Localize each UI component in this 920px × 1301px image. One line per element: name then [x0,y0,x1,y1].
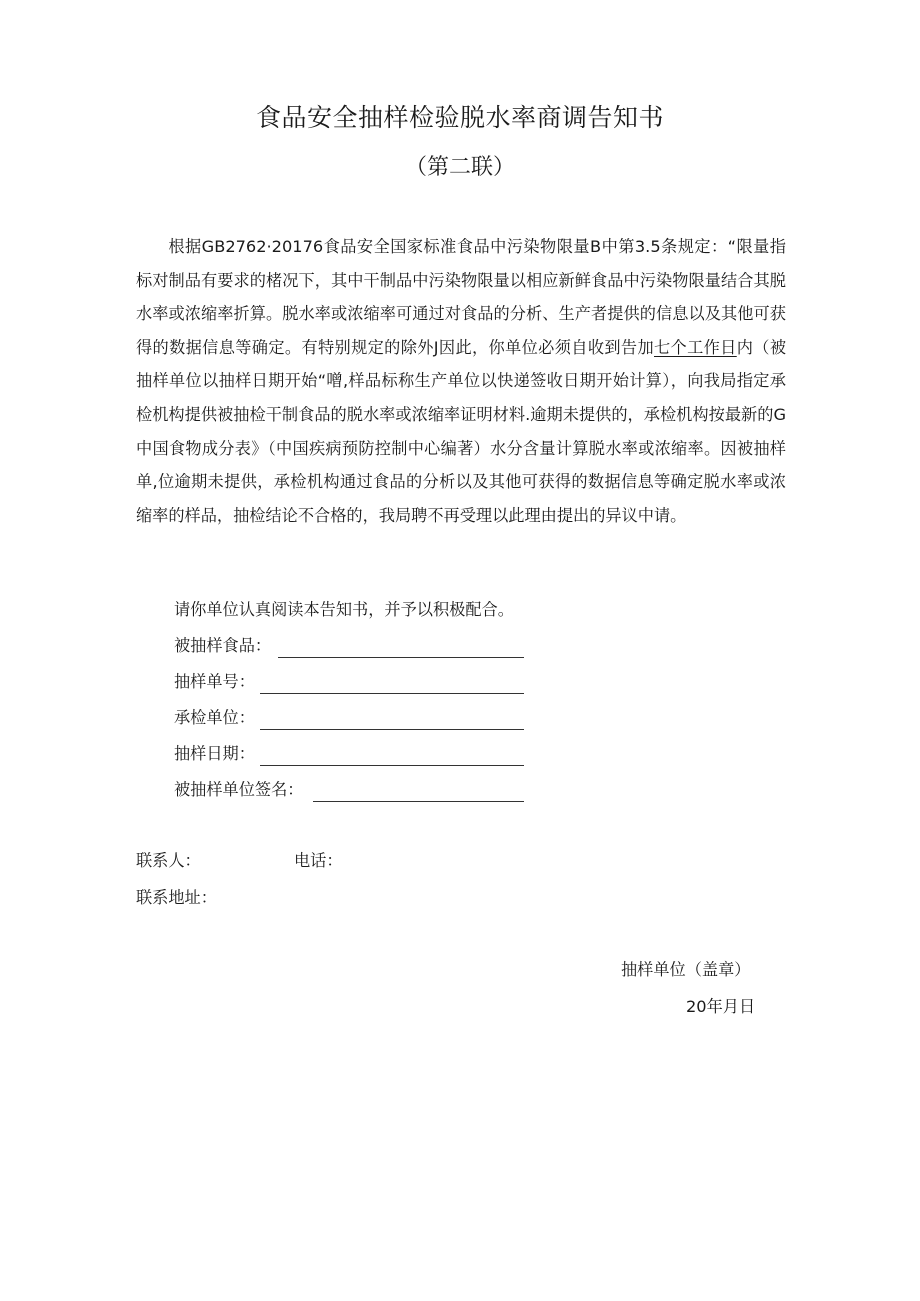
fill-in-line [260,765,524,766]
field-signature [174,775,304,805]
document-subtitle: （第二联） [404,155,515,180]
contact-address: 联系地址： [136,888,217,907]
field-sample-number [174,667,255,697]
field-label: 抽样单号： [174,672,255,691]
notice-body-part1: 根据GB2762·20176食品安全国家标准食品中污染物限量B中第3.5条规定：“限量指标对制品有要求的楮况下，其中干制品中污染物限量以相应新鲜食品中污染物限量结合其脱水率或浓缩率折算。脱水率或浓缩率可通过对食品的分析、生产者提供的信息以及其他可获得的数据信息等确定。有特别规定的除外J因此，你单位必须自收到告加 [136,237,786,357]
fill-in-line [313,801,524,802]
field-sampled-food [174,631,271,661]
field-inspection-unit [174,703,255,733]
cooperation-request: 请你单位认真阅读本告知书，并予以积极配合。 [174,600,514,619]
document-title: 食品安全抽样检验脱水率商调告知书 [255,103,664,132]
notice-body-part2: 内（被抽样单位以抽样日期开始“噌,样品标称生产单位以快递签收日期开始计算），向我局指定承检机构提供被抽检干制食品的脱水率或浓缩率证明材料.逾期未提供的，承检机构按最新的G中国食物成分表》（中国疾病预防控制中心编著）水分含量计算脱水率或浓缩率。因被抽样单,位逾期未提供，承检机构通过食品的分析以及其他可获得的数据信息等确定脱水率或浓缩率的样品，抽检结论不合格的，我局聘不再受理以此理由提出的异议中请。 [136,337,787,525]
fill-in-line [278,657,524,658]
deadline-underlined: 七个工作日 [654,337,737,357]
fill-in-line [260,729,524,730]
notice-body [136,230,786,532]
sampling-unit-seal: 抽样单位（盖章） [621,960,751,979]
field-label: 被抽样单位签名： [174,780,304,799]
contact-phone: 电话： [294,851,343,870]
contact-person: 联系人： [136,851,201,870]
field-label: 抽样日期： [174,744,255,763]
sign-date: 20年月日 [686,997,756,1016]
fill-in-line [260,693,524,694]
field-label: 承检单位： [174,708,255,727]
field-sampling-date [174,739,255,769]
field-label: 被抽样食品： [174,636,272,655]
